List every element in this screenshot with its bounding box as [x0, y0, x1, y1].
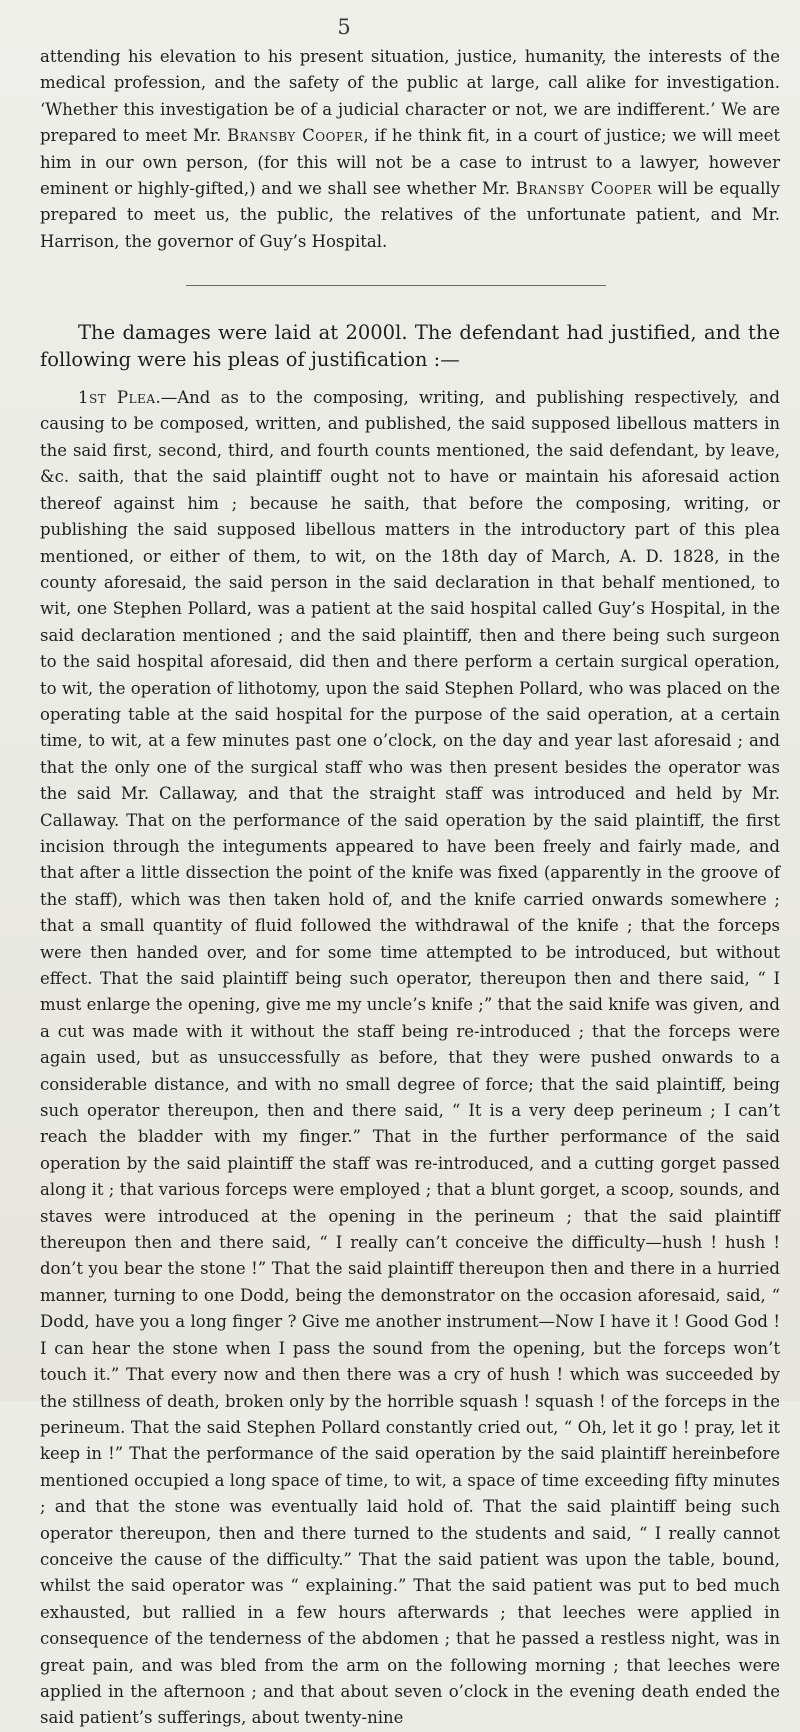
- plea-text: .—And as to the composing, writing, and publishing respectively, and causing to be composed, written, and published, the said supposed libellous matters in the said first, second, third, and fourth counts mentioned, the said defendant, by leave, &c. saith, that the said plaintiff ought not to have or maintain his aforesaid action thereof against him ; because he saith, that before the composing, writing, or publishing the said supposed libellous matters in the introductory part of this plea mentioned, or either of them, to wit, on the 18th day of March, A. D. 1828, in the county aforesaid, the said person in the said declaration in that behalf mentioned, to wit, one Stephen Pollard, was a patient at the said hospital called Guy’s Hospital, in the said declaration mentioned ; and the said plaintiff, then and there being such surgeon to the said hospital aforesaid, did then and there perform a certain surgical operation, to wit, the operation of lithotomy, upon the said Stephen Pollard, who was placed on the operating table at the said hospital for the purpose of the said operation, at a certain time, to wit, at a few minutes past one o’clock, on the day and year last aforesaid ; and that the only one of the surgical staff who was then present besides the operator was the said Mr. Callaway, and that the straight staff was introduced and held by Mr. Callaway. That on the performance of the said operation by the said plaintiff, the first incision through the integuments appeared to have been freely and fairly made, and that after a little dissection the point of the knife was fixed (apparently in the groove of the staff), which was then taken hold of, and the knife carried onwards somewhere ; that a small quantity of fluid followed the withdrawal of the knife ; that the forceps were then handed over, and for some time attempted to be introduced, but without effect. That the said plaintiff being such operator, thereupon then and there said, “ I must enlarge the opening, give me my uncle’s knife ;” that the said knife was given, and a cut was made with it without the staff being re-introduced ; that the forceps were again used, but as unsuccessfully as before, that they were pushed onwards to a considerable distance, and with no small degree of force; that the said plaintiff, being such operator thereupon, then and there said, “ It is a very deep perineum ; I can’t reach the bladder with my finger.” That in the further performance of the said operation by the said plaintiff the staff was re-introduced, and a cutting gorget passed along it ; that various forceps were employed ; that a blunt gorget, a scoop, sounds, and staves were introduced at the opening in the perineum ; that the said plaintiff thereupon then and there said, “ I really can’t conceive the difficulty—hush ! hush ! don’t you bear the stone !” That the said plaintiff thereupon then and there in a hurried manner, turning to one Dodd, being the demonstrator on the occasion aforesaid, said, “ Dodd, have you a long finger ? Give me another instrument—Now I have it ! Good God ! I can hear the stone when I pass the sound from the opening, but the forceps won’t touch it.” That every now and then there was a cry of hush ! which was succeeded by the stillness of death, broken only by the horrible squash ! squash ! of the forceps in the perineum. That the said Stephen Pollard constantly cried out, “ Oh, let it go ! pray, let it keep in !” That the performance of the said operation by the said plaintiff hereinbefore mentioned occupied a long space of time, to wit, a space of time exceeding fifty minutes ; and that the stone was eventually laid hold of. That the said plaintiff being such operator thereupon, then and there turned to the students and said, “ I really cannot conceive the cause of the difficulty.” That the said patient was upon the table, bound, whilst the said operator was “ explaining.” That the said patient was put to bed much exhausted, but rallied in a few hours afterwards ; that leeches were applied in consequence of the tenderness of the abdomen ; that he passed a restless night, was in great pain, and was bled from the arm on the following morning ; that leeches were applied in the afternoon ; and that about seven o’clock in the evening death ended the said patient’s sufferings, about twenty-nine: [40, 388, 780, 1728]
- intro-text-part-2: , if he think fit, in a court of justice; we will meet him in our own person, (for this will not be a case to intrust to a lawyer, however eminent or highly-gifted,) and we shall see whether Mr.: [40, 126, 780, 199]
- damages-paragraph: The damages were laid at 2000l. The defendant had justified, and the following were his pleas of justification :—: [40, 321, 780, 371]
- surgeon-name-2: Bransby Cooper: [515, 179, 652, 199]
- first-plea-paragraph: [40, 385, 780, 1732]
- intro-paragraph: [40, 44, 780, 255]
- intro-text-part-3: will be equally prepared to meet us, the public, the relatives of the unfortunate patient, and Mr. Harrison, the governor of Guy’s Hospital.: [40, 179, 780, 251]
- page-number: 5: [337, 15, 351, 39]
- section-divider: [186, 285, 606, 286]
- surgeon-name-1: Bransby Cooper: [227, 126, 364, 146]
- plea-label: 1st Plea: [78, 388, 156, 408]
- intro-text-part-1: attending his elevation to his present situation, justice, humanity, the interests of the medical profession, and the safety of the public at large, call alike for investigation. ‘Whether this investigation be of a judicial character or not, we are indifferent.’ We are prepared to meet Mr.: [40, 47, 780, 146]
